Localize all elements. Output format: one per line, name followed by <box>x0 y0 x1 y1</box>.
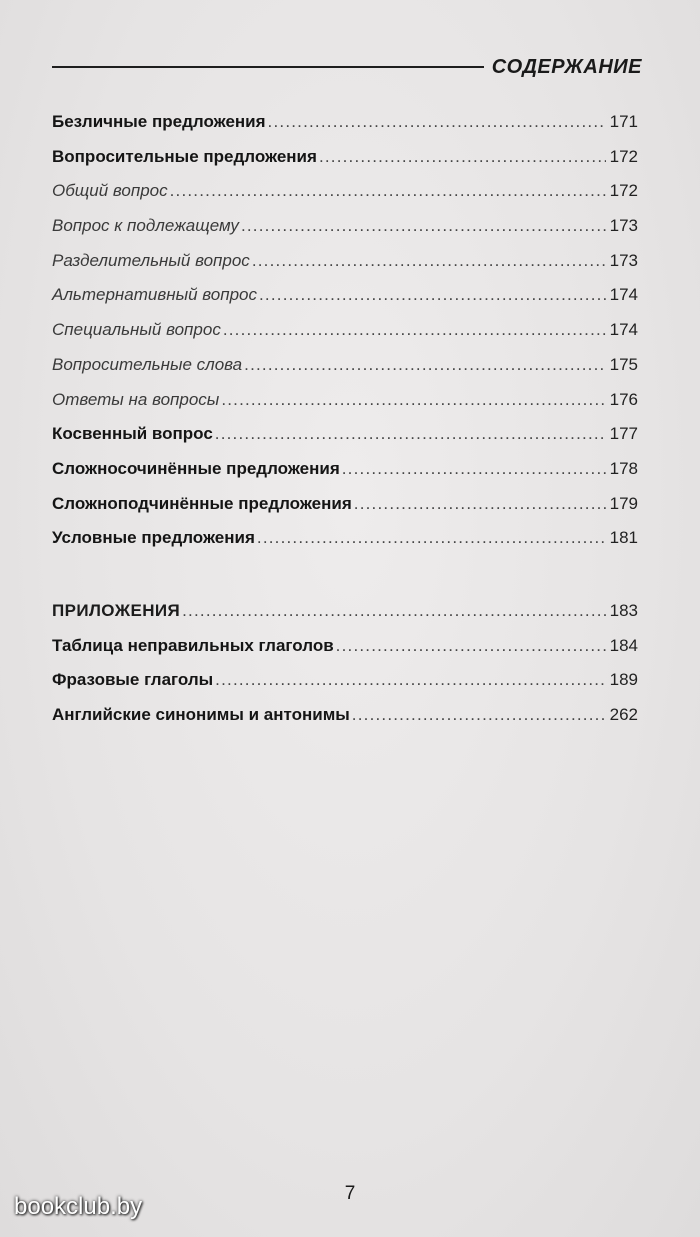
toc-group-appendix <box>52 601 638 740</box>
toc-entry-page: 178 <box>609 458 638 478</box>
toc-entry-page: 174 <box>609 285 638 305</box>
toc-entry-page: 172 <box>609 146 638 166</box>
dot-leader <box>252 251 606 271</box>
toc-entry-page: 184 <box>609 635 638 655</box>
toc-entry-page: 174 <box>609 320 638 340</box>
dot-leader <box>257 528 606 548</box>
dot-leader <box>268 112 606 132</box>
toc-entry-page: 262 <box>609 705 638 724</box>
toc-entry-title: Условные предложения <box>52 528 255 548</box>
toc-gap <box>52 563 638 601</box>
toc-entry <box>52 112 638 147</box>
toc-entry-title: Фразовые глаголы <box>52 670 214 690</box>
toc-entry-page: 181 <box>609 528 638 548</box>
toc-entry <box>52 216 638 251</box>
dot-leader <box>244 355 605 375</box>
toc-entry-page: 175 <box>609 354 638 374</box>
toc-entry-page: 189 <box>609 670 638 690</box>
table-of-contents <box>52 112 638 740</box>
dot-leader <box>319 147 606 167</box>
dot-leader <box>215 424 606 444</box>
toc-group-main <box>52 112 638 563</box>
toc-entry-title: Сложносочинённые предложения <box>52 458 340 478</box>
watermark: bookclub.by <box>14 1193 143 1220</box>
toc-entry-page: 173 <box>609 250 638 270</box>
toc-entry <box>52 320 638 355</box>
toc-entry-title: Английские синонимы и антонимы <box>52 705 350 724</box>
header-title: СОДЕРЖАНИЕ <box>491 55 642 78</box>
toc-entry-title: Косвенный вопрос <box>52 424 213 444</box>
dot-leader <box>182 601 606 621</box>
toc-entry-title: Вопросительные слова <box>52 354 243 374</box>
toc-entry <box>52 285 638 320</box>
toc-entry-title: Разделительный вопрос <box>52 250 250 270</box>
toc-entry <box>52 459 638 494</box>
toc-entry <box>52 528 638 563</box>
toc-entry-title: Общий вопрос <box>52 181 168 201</box>
toc-entry-title: ПРИЛОЖЕНИЯ <box>52 600 181 620</box>
dot-leader <box>342 459 606 479</box>
toc-entry <box>52 181 638 216</box>
toc-entry-page: 171 <box>609 112 638 131</box>
toc-entry <box>52 494 638 529</box>
toc-entry-title: Вопросительные предложения <box>52 146 317 166</box>
dot-leader <box>241 216 606 236</box>
dot-leader <box>215 670 605 690</box>
toc-entry-page: 179 <box>609 493 638 513</box>
toc-entry <box>52 424 638 459</box>
toc-entry <box>52 147 638 182</box>
toc-entry-title: Таблица неправильных глаголов <box>52 635 334 655</box>
dot-leader <box>221 390 605 410</box>
toc-entry-title: Сложноподчинённые предложения <box>52 493 352 513</box>
toc-entry-title: Специальный вопрос <box>52 320 221 340</box>
dot-leader <box>259 285 606 305</box>
toc-entry-title: Альтернативный вопрос <box>52 285 257 305</box>
toc-entry <box>52 601 638 636</box>
toc-entry <box>52 251 638 286</box>
toc-entry-title: Ответы на вопросы <box>52 389 220 409</box>
toc-entry <box>52 355 638 390</box>
page-number: 7 <box>344 1183 356 1204</box>
dot-leader <box>223 320 606 340</box>
toc-entry <box>52 705 638 740</box>
toc-entry-page: 173 <box>609 216 638 236</box>
toc-entry-title: Безличные предложения <box>52 112 266 131</box>
dot-leader <box>336 636 606 656</box>
toc-entry <box>52 390 638 425</box>
toc-entry-title: Вопрос к подлежащему <box>52 216 239 236</box>
running-header <box>52 52 642 82</box>
toc-entry-page: 177 <box>609 424 638 444</box>
toc-entry <box>52 636 638 671</box>
dot-leader <box>352 705 606 725</box>
toc-entry-page: 176 <box>609 389 638 409</box>
header-rule <box>52 66 484 68</box>
dot-leader <box>354 494 606 514</box>
toc-entry-page: 172 <box>609 181 638 201</box>
toc-entry-page: 183 <box>609 600 638 620</box>
dot-leader <box>170 181 606 201</box>
toc-entry <box>52 670 638 705</box>
